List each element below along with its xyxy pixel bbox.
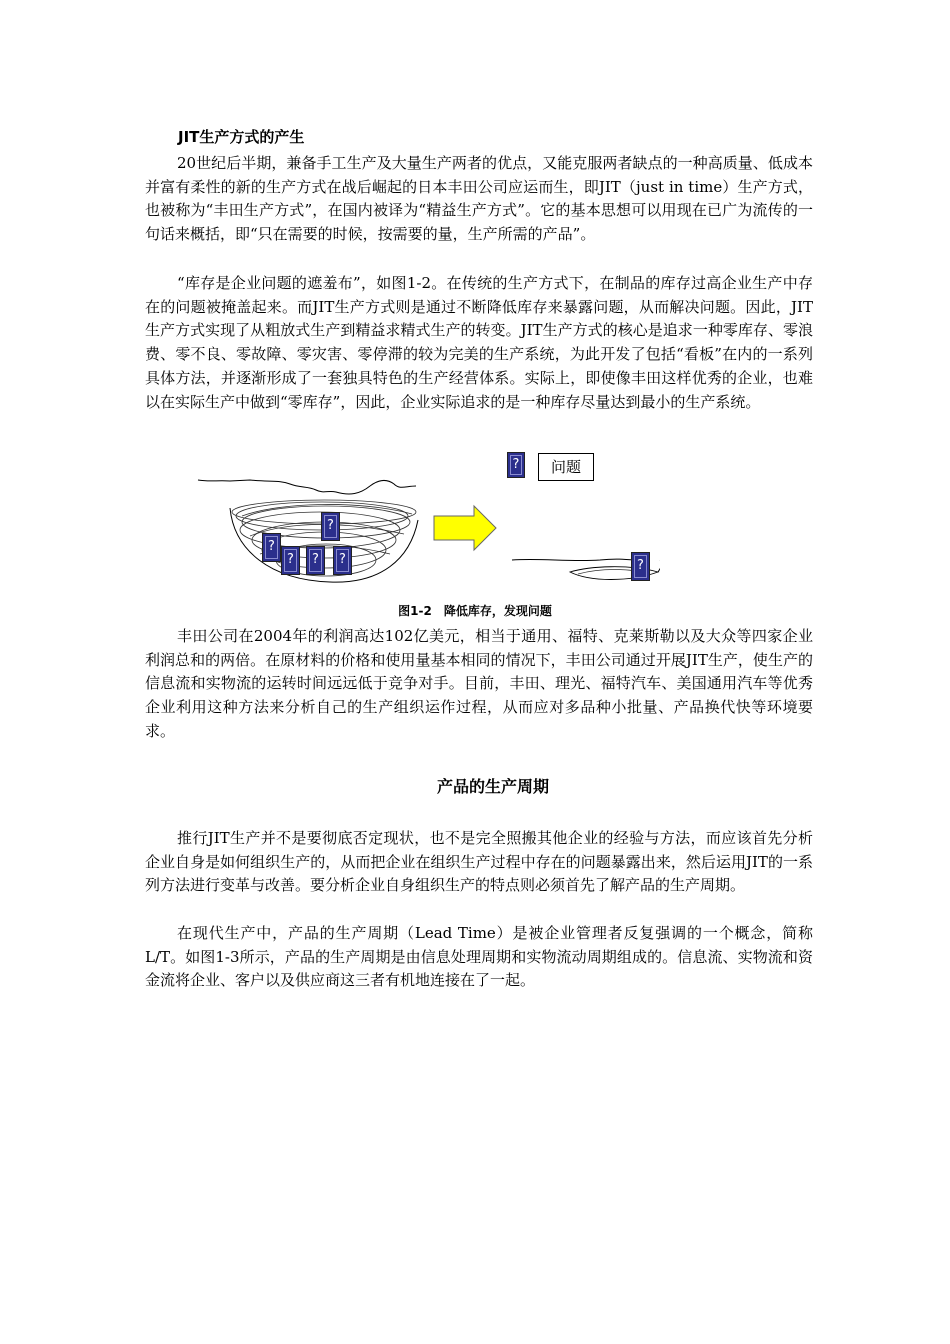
problem-card bbox=[306, 546, 325, 575]
legend-card bbox=[507, 452, 525, 478]
question-mark-icon: ? bbox=[324, 515, 337, 538]
question-mark-icon: ? bbox=[510, 455, 522, 475]
paragraph-inventory: “库存是企业问题的遮羞布”，如图1-2。在传统的生产方式下，在制品的库存过高企业生产中存在的问题被掩盖起来。而JIT生产方式则是通过不断降低库存来暴露问题，从而解决问题。因此，JIT生产方式实现了从粗放式生产到精益求精式生产的转变。JIT生产方式的核心是追求一种零库存、零浪费、零不良、零故障、零灾害、零停滞的较为完美的生产系统，为此开发了包括“看板”在内的一系列具体方法，并逐渐形成了一套独具特色的生产经营体系。实际上，即使像丰田这样优秀的企业，也难以在实际生产中做到“零库存”，因此，企业实际追求的是一种库存尽量达到最小的生产系统。 bbox=[145, 274, 813, 411]
problem-card bbox=[281, 546, 300, 575]
exposed-problem-card bbox=[631, 552, 650, 581]
paragraph-lead-time: 在现代生产中，产品的生产周期（Lead Time）是被企业管理者反复强调的一个概念，简称L/T。如图1-3所示，产品的生产周期是由信息处理周期和实物流动周期组成的。信息流、实物流和资金流将企业、客户以及供应商这三者有机地连接在了一起。 bbox=[145, 924, 813, 990]
problem-card bbox=[262, 533, 281, 562]
question-mark-icon: ? bbox=[634, 555, 647, 578]
problem-card bbox=[321, 512, 340, 541]
right-ground-line bbox=[512, 559, 646, 561]
section-heading-jit-origin: JIT生产方式的产生 bbox=[178, 128, 305, 146]
question-mark-icon: ? bbox=[309, 549, 322, 572]
left-bank-line bbox=[198, 480, 416, 494]
section-heading-lead-time: 产品的生产周期 bbox=[436, 777, 549, 796]
problem-card bbox=[333, 546, 352, 575]
transition-arrow bbox=[434, 506, 496, 550]
figure-reduce-inventory bbox=[190, 450, 660, 600]
question-mark-icon: ? bbox=[284, 549, 297, 572]
question-mark-icon: ? bbox=[265, 536, 278, 559]
figure-caption: 图1-2 降低库存，发现问题 bbox=[398, 604, 552, 618]
question-mark-icon: ? bbox=[336, 549, 349, 572]
legend-label: 问题 bbox=[538, 453, 594, 481]
paragraph-toyota-profit: 丰田公司在2004年的利润高达102亿美元，相当于通用、福特、克莱斯勒以及大众等四家企业利润总和的两倍。在原材料的价格和使用量基本相同的情况下，丰田公司通过开展JIT生产，使生产的信息流和实物流的运转时间远远低于竞争对手。目前，丰田、理光、福特汽车、美国通用汽车等优秀企业利用这种方法来分析自己的生产组织运作过程，从而应对多品种小批量、产品换代快等环境要求。 bbox=[145, 627, 813, 740]
paragraph-analysis: 推行JIT生产并不是要彻底否定现状，也不是完全照搬其他企业的经验与方法，而应该首先分析企业自身是如何组织生产的，从而把企业在组织生产过程中存在的问题暴露出来，然后运用JIT的一系列方法进行变革与改善。要分析企业自身组织生产的特点则必须首先了解产品的生产周期。 bbox=[145, 829, 813, 895]
paragraph-jit-intro: 20世纪后半期，兼备手工生产及大量生产两者的优点，又能克服两者缺点的一种高质量、低成本并富有柔性的新的生产方式在战后崛起的日本丰田公司应运而生，即JIT（just in time）生产方式，也被称为“丰田生产方式”，在国内被译为“精益生产方式”。它的基本思想可以用现在已广为流传的一句话来概括，即“只在需要的时候，按需要的量，生产所需的产品”。 bbox=[145, 154, 813, 244]
